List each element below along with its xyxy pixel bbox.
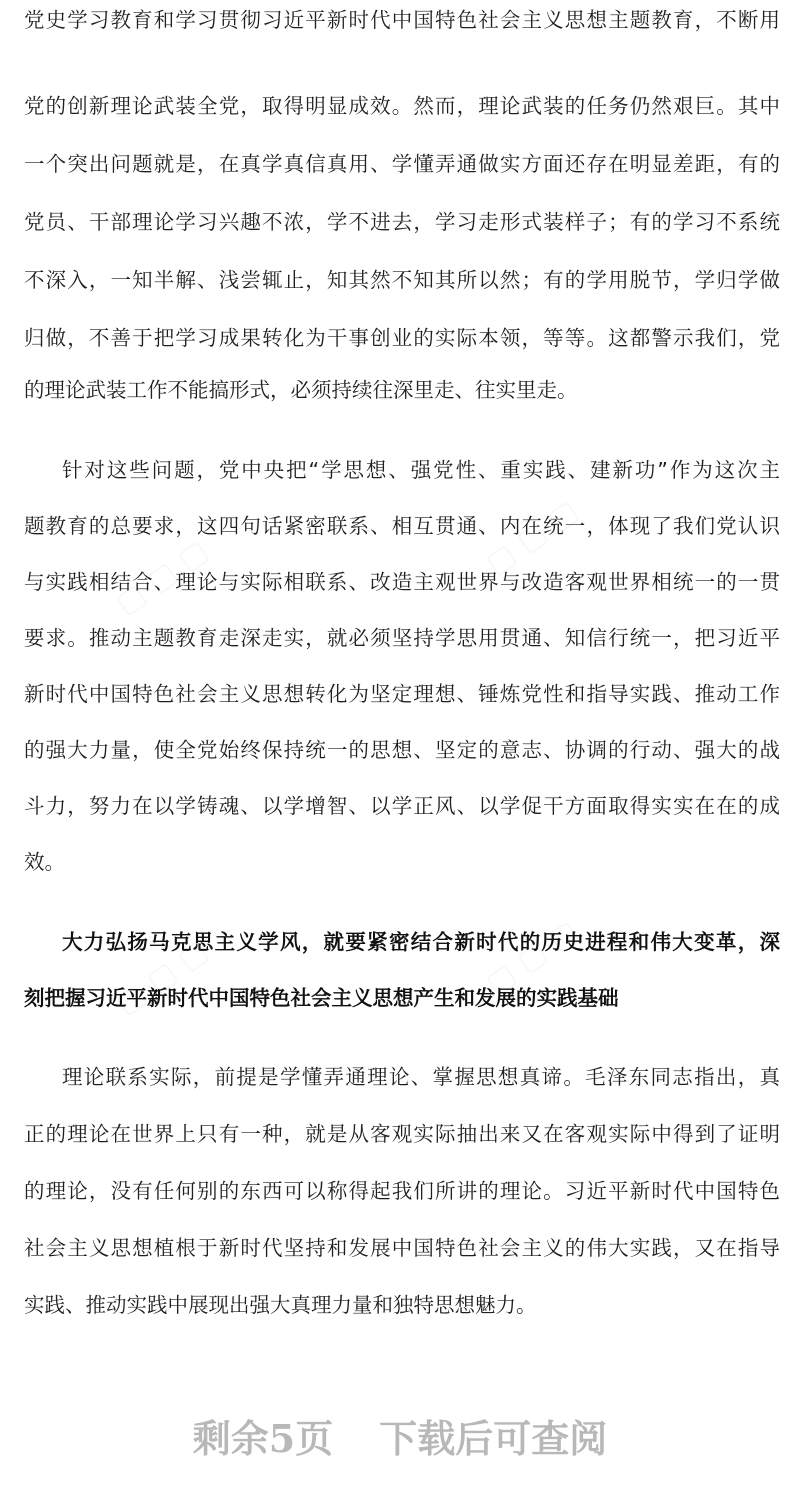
text-line: 实践、推动实践中展现出强大真理力量和独特思想魅力。 (24, 1293, 537, 1317)
text-line: 效。 (24, 850, 65, 874)
text-line: 不深入，一知半解、浅尝辄止，知其然不知其所以然；有的学用脱节，学归学做 (24, 268, 780, 292)
watermark: ▢ ▢ ▢ (479, 493, 585, 582)
text-line: 社会主义思想植根于新时代坚持和发展中国特色社会主义的伟大实践，又在指导 (24, 1236, 780, 1260)
download-prompt[interactable] (0, 1410, 800, 1460)
remaining-pages-label[interactable]: 剩余5页 (192, 1415, 334, 1461)
text-line: 新时代中国特色社会主义思想转化为坚定理想、锤炼党性和指导实践、推动工作 (24, 682, 780, 706)
watermark: ▢ ▢ ▢ (479, 913, 585, 1002)
text-line: 正的理论在世界上只有一种，就是从客观实际抽出来又在客观实际中得到了证明 (24, 1122, 780, 1146)
text-line: 的理论武装工作不能搞形式，必须持续往深里走、往实里走。 (24, 378, 578, 402)
text-line: 党员、干部理论学习兴趣不浓，学不进去，学习走形式装样子；有的学习不系统 (24, 210, 780, 234)
text-line: 党史学习教育和学习贯彻习近平新时代中国特色社会主义思想主题教育，不断用 (24, 8, 780, 32)
heading-line: 大力弘扬马克思主义学风，就要紧密结合新时代的历史进程和伟大变革，深 (62, 930, 780, 954)
text-line: 理论联系实际，前提是学懂弄通理论、掌握思想真谛。毛泽东同志指出，真 (62, 1065, 780, 1089)
text-line: 要求。推动主题教育走深走实，就必须坚持学思用贯通、知信行统一，把习近平 (24, 626, 780, 650)
watermark: ▢ ▢ ▢ (109, 533, 215, 622)
text-line: 斗力，努力在以学铸魂、以学增智、以学正风、以学促干方面取得实实在在的成 (24, 794, 780, 818)
heading-line: 刻把握习近平新时代中国特色社会主义思想产生和发展的实践基础 (24, 986, 619, 1010)
text-line: 与实践相结合、理论与实际相联系、改造主观世界与改造客观世界相统一的一贯 (24, 570, 780, 594)
text-line: 归做，不善于把学习成果转化为干事创业的实际本领，等等。这都警示我们，党 (24, 326, 780, 350)
text-line: 党的创新理论武装全党，取得明显成效。然而，理论武装的任务仍然艰巨。其中 (24, 94, 780, 118)
text-line: 的理论，没有任何别的东西可以称得起我们所讲的理论。习近平新时代中国特色 (24, 1179, 780, 1203)
download-to-view-link[interactable]: 下载后可查阅 (379, 1415, 608, 1461)
text-line: 的强大力量，使全党始终保持统一的思想、坚定的意志、协调的行动、强大的战 (24, 738, 780, 762)
text-line: 针对这些问题，党中央把“学思想、强党性、重实践、建新功”作为这次主 (62, 458, 780, 482)
text-line: 题教育的总要求，这四句话紧密联系、相互贯通、内在统一，体现了我们党认识 (24, 514, 780, 538)
watermark: ▢ ▢ ▢ (109, 933, 215, 1022)
text-line: 一个突出问题就是，在真学真信真用、学懂弄通做实方面还存在明显差距，有的 (24, 152, 780, 176)
